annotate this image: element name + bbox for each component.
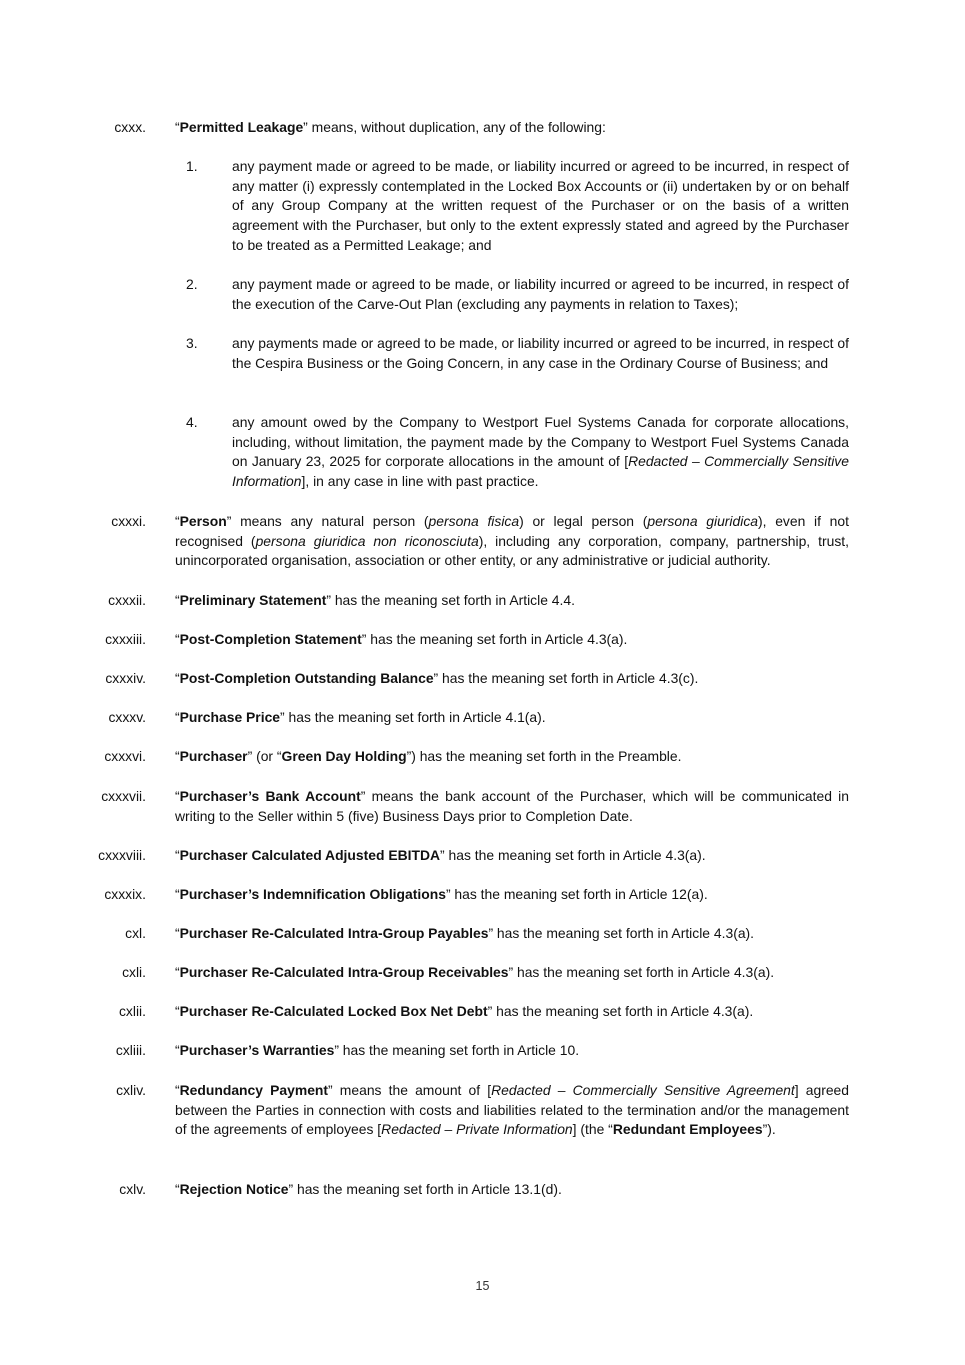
definition-text: “Redundancy Payment” means the amount of [Redacted – Commercially Sensitive Agreement] agreed between the Parties in connection with costs and liabilities related to the termination and/or the management of the agreements of employees [Redacted – Private Information] (the “Redundant Employees”). [175, 1082, 850, 1138]
definition-text: “Preliminary Statement” has the meaning set forth in Article 4.4. [175, 592, 575, 608]
item-number: cxxxv. [108, 709, 146, 725]
defined-term: Rejection Notice [179, 1181, 289, 1197]
defined-term: Purchaser’s Indemnification Obligations [179, 886, 446, 902]
item-number: cxli. [122, 964, 146, 980]
item-number: cxliv. [116, 1082, 146, 1098]
definition-text: “Post-Completion Outstanding Balance” has the meaning set forth in Article 4.3(c). [175, 670, 699, 686]
definition-text: “Purchaser’s Indemnification Obligations” has the meaning set forth in Article 12(a). [175, 886, 708, 902]
defined-term: Purchaser Re-Calculated Intra-Group Payables [179, 925, 489, 941]
item-number: cxxx. [114, 119, 146, 135]
item-number: cxliii. [115, 1042, 146, 1058]
item-number: cxxxi. [111, 513, 146, 529]
list-number: 2. [186, 276, 198, 292]
item-number: cxxxviii. [98, 847, 146, 863]
item-number: cxxxiv. [105, 670, 146, 686]
list-text: any amount owed by the Company to Westport Fuel Systems Canada for corporate allocations, including, without limitation, the payment made by the Company to Westport Fuel Systems Canada on January 23, 2025 for corporate allocations in the amount of [Redacted – Commercially Sensitive Information], in any case in line with past practice. [232, 414, 849, 490]
item-number: cxxxix. [104, 886, 146, 902]
defined-term: Purchaser Re-Calculated Locked Box Net Debt [179, 1003, 488, 1019]
defined-term: Post-Completion Outstanding Balance [179, 670, 434, 686]
item-number: cxlii. [118, 1003, 146, 1019]
definition-text: “Rejection Notice” has the meaning set forth in Article 13.1(d). [175, 1181, 562, 1197]
defined-term: Post-Completion Statement [179, 631, 362, 647]
list-number: 3. [186, 335, 198, 351]
list-text: any payment made or agreed to be made, or liability incurred or agreed to be incurred, in respect of any matter (i) expressly contemplated in the Locked Box Accounts or (ii) undertaken by or on behalf of any Group Company at the written request of the Purchaser or on the basis of a written agreement with the Purchaser, but only to the extent expressly stated and agreed by the Purchaser to be treated as a Permitted Leakage; and [232, 158, 849, 253]
definition-text: “Permitted Leakage” means, without duplication, any of the following: [175, 119, 606, 135]
definition-text: “Purchaser Calculated Adjusted EBITDA” has the meaning set forth in Article 4.3(a). [175, 847, 706, 863]
list-text: any payment made or agreed to be made, or liability incurred or agreed to be incurred, in respect of the execution of the Carve-Out Plan (excluding any payments in relation to Taxes); [232, 276, 849, 312]
defined-term: Permitted Leakage [179, 119, 304, 135]
defined-term: Person [179, 513, 227, 529]
item-number: cxxxvii. [101, 788, 146, 804]
definition-text: “Post-Completion Statement” has the meaning set forth in Article 4.3(a). [175, 631, 628, 647]
definition-text: “Purchaser’s Warranties” has the meaning set forth in Article 10. [175, 1042, 580, 1058]
defined-term: Purchase Price [179, 709, 281, 725]
item-number: cxxxii. [108, 592, 146, 608]
page-number: 15 [475, 1279, 490, 1293]
defined-term: Purchaser’s Bank Account [179, 788, 361, 804]
definition-text: “Purchaser Re-Calculated Locked Box Net Debt” has the meaning set forth in Article 4.3(a). [175, 1003, 754, 1019]
defined-term: Purchaser Re-Calculated Intra-Group Receivables [179, 964, 509, 980]
redacted-note: Redacted – Commercially Sensitive Information [232, 453, 849, 490]
defined-term: Preliminary Statement [179, 592, 327, 608]
item-number: cxlv. [119, 1181, 146, 1197]
definition-text: “Purchaser Re-Calculated Intra-Group Payables” has the meaning set forth in Article 4.3(a). [175, 925, 755, 941]
defined-term: Purchaser Calculated Adjusted EBITDA [179, 847, 441, 863]
list-number: 4. [186, 414, 198, 430]
item-number: cxl. [125, 925, 146, 941]
list-text: any payments made or agreed to be made, or liability incurred or agreed to be incurred, in respect of the Cespira Business or the Going Concern, in any case in the Ordinary Course of Business; and [232, 335, 849, 371]
definition-text: “Purchase Price” has the meaning set forth in Article 4.1(a). [175, 709, 546, 725]
defined-term: Purchaser [179, 748, 248, 764]
definition-text: “Person” means any natural person (persona fisica) or legal person (persona giuridica), even if not recognised (persona giuridica non riconosciuta), including any corporation, company, partnership, trust, unincorporated organisation, association or other entity, or any administrative or judicial authority. [175, 513, 849, 569]
list-number: 1. [186, 158, 198, 174]
defined-term: Purchaser’s Warranties [179, 1042, 335, 1058]
item-number: cxxxiii. [105, 631, 146, 647]
defined-term: Redundancy Payment [179, 1082, 329, 1098]
definition-text: “Purchaser” (or “Green Day Holding”) has the meaning set forth in the Preamble. [175, 748, 682, 764]
item-number: cxxxvi. [104, 748, 146, 764]
definition-text: “Purchaser’s Bank Account” means the bank account of the Purchaser, which will be communicated in writing to the Seller within 5 (five) Business Days prior to Completion Date. [175, 788, 849, 824]
definition-text: “Purchaser Re-Calculated Intra-Group Receivables” has the meaning set forth in Article 4.3(a). [175, 964, 775, 980]
